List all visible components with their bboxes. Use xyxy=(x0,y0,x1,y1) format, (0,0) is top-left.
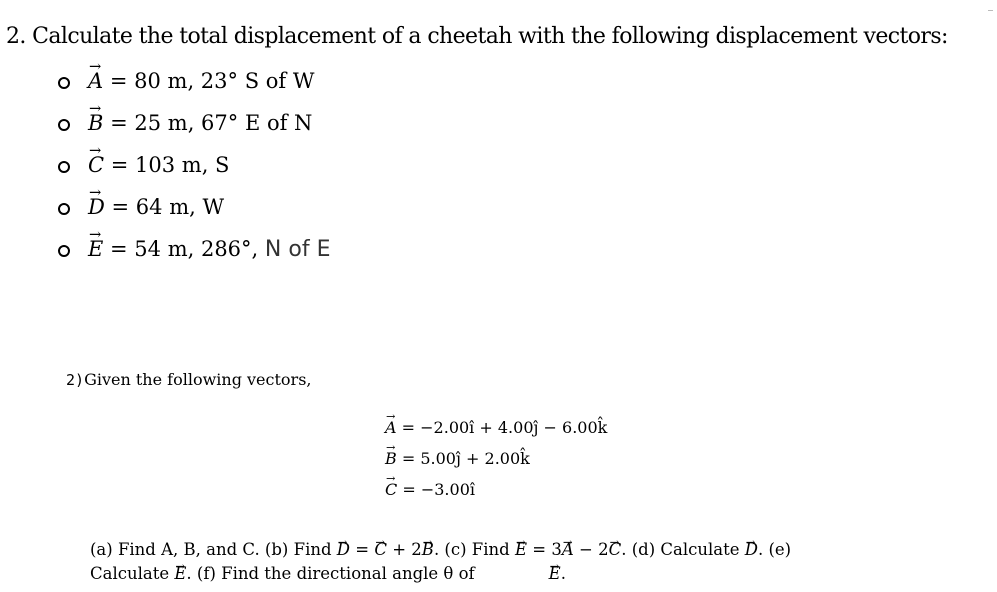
question-2-parts xyxy=(90,538,970,586)
equation-a-symbol: → A xyxy=(385,418,397,437)
vector-a-item xyxy=(58,60,330,102)
bullet-circle-icon xyxy=(58,77,70,89)
bullet-circle-icon xyxy=(58,119,70,131)
vector-e-direction: N of E xyxy=(264,236,331,262)
equation-b xyxy=(385,443,607,474)
vector-c-value: = 103 m, S xyxy=(110,153,230,177)
part-c-equals: = 3 xyxy=(527,540,562,559)
equation-c-symbol: → C xyxy=(385,480,397,499)
vector-d-symbol: → D xyxy=(88,195,105,219)
part-b-plus: + 2 xyxy=(386,540,422,559)
vector-e-symbol: → E xyxy=(88,237,103,261)
bullet-circle-icon xyxy=(58,245,70,257)
part-d-lead: . (d) Calculate xyxy=(621,540,745,559)
corner-mark xyxy=(988,10,993,11)
equation-b-value: = 5.00ĵ + 2.00k̂ xyxy=(401,449,530,468)
vector-e-value: = 54 m, 286°, xyxy=(110,237,259,261)
part-d-symbol-d: → D xyxy=(745,538,758,562)
part-b-symbol-d: → D xyxy=(337,538,350,562)
part-e-lead: . (e) xyxy=(757,540,792,559)
part-e-text: Calculate xyxy=(90,564,175,583)
part-b-symbol-b: → B xyxy=(422,538,434,562)
equation-c-value: = −3.00î xyxy=(402,480,475,499)
part-c-symbol-a: → A xyxy=(562,538,574,562)
question-2-number: 2) xyxy=(66,371,85,389)
part-c-minus: − 2 xyxy=(573,540,609,559)
part-b-equals: = xyxy=(350,540,375,559)
vector-d-value: = 64 m, W xyxy=(111,195,225,219)
part-c-lead: . (c) Find xyxy=(433,540,515,559)
part-f-symbol-e: → E xyxy=(549,562,561,586)
part-e-symbol-e: → E xyxy=(174,562,186,586)
part-c-symbol-e: → E xyxy=(515,538,527,562)
vector-e-item xyxy=(58,228,330,270)
equation-b-symbol: → B xyxy=(385,449,397,468)
question-2-intro-text: Given the following vectors, xyxy=(84,370,312,389)
question-1 xyxy=(6,24,991,49)
part-f-text: . (f) Find the directional angle θ of xyxy=(186,564,475,583)
part-f-end: . xyxy=(560,564,566,583)
equation-c xyxy=(385,474,607,505)
bullet-circle-icon xyxy=(58,203,70,215)
bullet-circle-icon xyxy=(58,161,70,173)
vector-b-symbol: → B xyxy=(88,111,103,135)
vector-b-item xyxy=(58,102,330,144)
equation-a xyxy=(385,412,607,443)
vector-b-value: = 25 m, 67° E of N xyxy=(110,111,313,135)
part-c-symbol-c: → C xyxy=(609,538,622,562)
vector-a-value: = 80 m, 23° S of W xyxy=(109,69,315,93)
vector-a-symbol: → A xyxy=(88,69,103,93)
question-1-title: 2. Calculate the total displacement of a cheetah with the following displacement vectors: xyxy=(6,24,948,49)
vector-c-symbol: → C xyxy=(88,153,104,177)
given-vector-equations xyxy=(385,412,607,505)
displacement-vector-list xyxy=(58,60,330,270)
equation-a-value: = −2.00î + 4.00ĵ − 6.00k̂ xyxy=(401,418,608,437)
question-2-intro xyxy=(66,370,312,389)
parts-line-1 xyxy=(90,538,970,562)
part-a-text: (a) Find A, B, and C. (b) Find xyxy=(90,540,337,559)
part-b-symbol-c: → C xyxy=(374,538,387,562)
vector-c-item xyxy=(58,144,330,186)
parts-line-2 xyxy=(90,562,970,586)
vector-d-item xyxy=(58,186,330,228)
